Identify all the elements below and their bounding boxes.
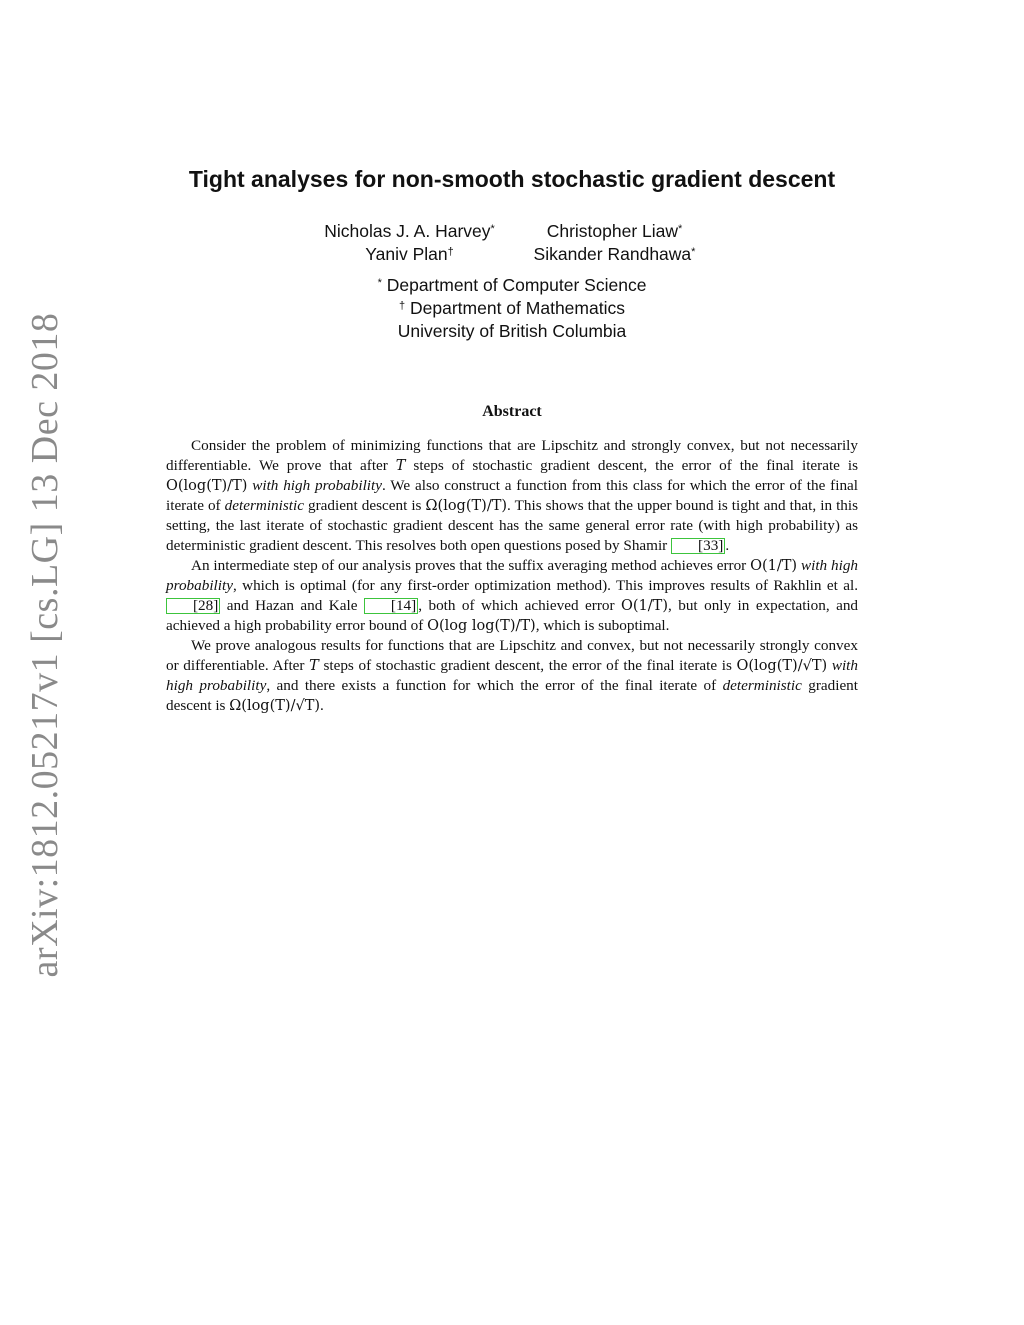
author-mark: † [447,246,454,258]
author-mark: * [691,246,696,258]
author-harvey: Nicholas J. A. Harvey* [324,221,495,241]
paper-title: Tight analyses for non-smooth stochastic gradient descent [188,166,836,192]
author-row-2 [0,243,1024,266]
author-mark: * [490,223,495,235]
math-inline: O(1/T) [621,598,668,614]
affiliation-university: University of British Columbia [397,321,627,341]
abstract-paragraph-2: An intermediate step of our analysis proves that the suffix averaging method achieves error O(1/T) with high probability, which is optimal (for any first-order optimization method). This improves results of Rakhlin et al. [28] and Hazan and Kale [14] , both of which achieved error O(1/T), but only in expectation, and achieved a high probability error bound of O(log log(T)/T), which is suboptimal. [166,557,859,634]
author-liaw: Christopher Liaw* [546,221,683,241]
affiliation-block [0,274,1024,343]
math-inline: O(log(T)/√T) [736,658,828,674]
author-mark: * [678,223,683,235]
abstract-paragraph-3: We prove analogous results for functions that are Lipschitz and convex, but not necessarily strongly convex or differentiable. After T steps of stochastic gradient descent, the error of the final iterate is O(log(T)/√T) with high probability, and there exists a function for which the error of the final iterate of deterministic gradient descent is Ω(log(T)/√T). [166,637,858,714]
math-inline: T [309,658,319,674]
abstract-body [166,436,858,716]
math-inline: O(log log(T)/T) [427,618,536,634]
author-plan: Yaniv Plan† [365,244,454,264]
math-inline: O(log(T)/T) [166,478,248,494]
math-inline: T [395,458,406,474]
citation-link[interactable]: [33] [671,538,725,554]
author-block [0,220,1024,266]
math-inline: O(1/T) [750,558,798,574]
author-row-1 [0,220,1024,243]
arxiv-side-stamp: arXiv:1812.05217v1 [cs.LG] 13 Dec 2018 [24,312,66,978]
math-inline: Ω(log(T)/√T) [229,698,321,714]
citation-link[interactable]: [28] [166,598,220,614]
abstract-heading: Abstract [482,403,542,420]
abstract-paragraph-1: Consider the problem of minimizing functions that are Lipschitz and strongly convex, but not necessarily differentiable. We prove that after T steps of stochastic gradient descent, the error of the final iterate is O(log(T)/T) with high probability. We also construct a function from this class for which the error of the final iterate of deterministic gradient descent is Ω(log(T)/T). This shows that the upper bound is tight and that, in this setting, the last iterate of stochastic gradient descent has the same general error rate (with high probability) as deterministic gradient descent. This resolves both open questions posed by Shamir [33] . [166,437,859,554]
affiliation-math: † Department of Mathematics [399,298,625,318]
author-randhawa: Sikander Randhawa* [533,244,696,264]
math-inline: Ω(log(T)/T) [425,498,508,514]
affiliation-cs: * Department of Computer Science [377,275,647,295]
citation-link[interactable]: [14] [364,598,418,614]
